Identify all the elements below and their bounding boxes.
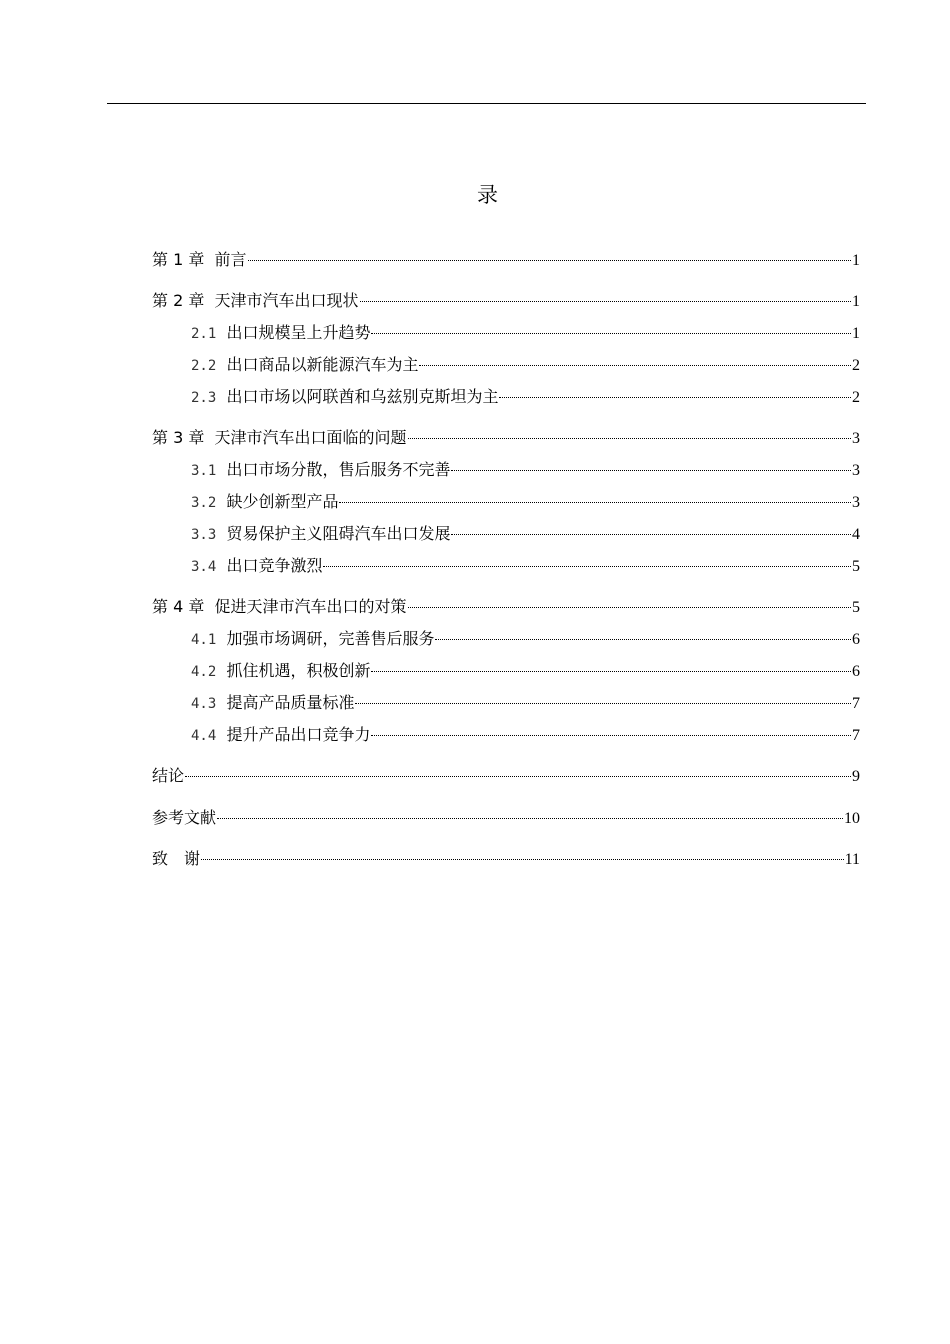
toc-entry-number: 2.1 <box>191 326 217 342</box>
toc-entry-section-3-2[interactable] <box>152 490 860 514</box>
toc-entry-page: 9 <box>852 768 860 785</box>
toc-entry-page: 4 <box>852 526 860 543</box>
dot-leader <box>419 363 851 366</box>
toc-entry-label <box>191 490 338 515</box>
toc-entry-number: 第 1 章 <box>152 250 205 269</box>
toc-entry-chapter-4[interactable] <box>152 595 860 619</box>
toc-entry-section-4-1[interactable] <box>152 627 860 651</box>
dot-leader <box>408 605 851 608</box>
toc-entry-page: 2 <box>852 389 860 406</box>
toc-entry-title: 出口市场以阿联酋和乌兹别克斯坦为主 <box>226 387 499 406</box>
dot-leader <box>451 468 851 471</box>
header-rule <box>107 103 866 104</box>
toc-entry-label <box>191 522 450 547</box>
dot-leader <box>339 500 851 503</box>
toc-entry-section-2-3[interactable] <box>152 385 860 409</box>
toc-entry-title: 致 谢 <box>152 849 201 868</box>
toc-entry-label <box>191 659 370 684</box>
toc-entry-page: 7 <box>852 727 860 744</box>
toc-entry-references[interactable] <box>152 806 860 830</box>
toc-entry-label <box>191 321 370 346</box>
dot-leader <box>499 395 851 398</box>
toc-entry-page: 1 <box>852 252 860 269</box>
toc-entry-page: 7 <box>852 695 860 712</box>
toc-entry-conclusion[interactable] <box>152 764 860 788</box>
toc-entry-number: 4.1 <box>191 632 217 648</box>
toc-entry-page: 11 <box>844 851 860 868</box>
toc-entry-section-4-3[interactable] <box>152 691 860 715</box>
toc-entry-number: 4.3 <box>191 696 217 712</box>
toc-entry-number: 第 4 章 <box>152 597 205 616</box>
dot-leader <box>323 564 851 567</box>
toc-entry-title: 出口商品以新能源汽车为主 <box>226 355 419 374</box>
toc-entry-page: 3 <box>852 494 860 511</box>
toc-entry-title: 缺少创新型产品 <box>226 492 339 511</box>
toc-entry-title: 结论 <box>152 766 185 785</box>
toc-entry-section-3-1[interactable] <box>152 458 860 482</box>
toc-entry-title: 加强市场调研，完善售后服务 <box>226 629 435 648</box>
toc-entry-label <box>152 595 407 619</box>
toc-entry-label <box>152 248 247 272</box>
toc-entry-page: 3 <box>852 430 860 447</box>
toc-entry-number: 第 3 章 <box>152 428 205 447</box>
toc-entry-label <box>191 723 370 748</box>
toc-entry-title: 贸易保护主义阻碍汽车出口发展 <box>226 524 451 543</box>
dot-leader <box>408 436 851 439</box>
toc-entry-label <box>191 385 498 410</box>
toc-entry-section-4-4[interactable] <box>152 723 860 747</box>
toc-entry-page: 3 <box>852 462 860 479</box>
toc-entry-number: 2.3 <box>191 390 217 406</box>
dot-leader <box>451 532 851 535</box>
toc-title: 录 <box>477 183 498 207</box>
dot-leader <box>217 816 843 819</box>
dot-leader <box>371 669 851 672</box>
toc-entry-page: 1 <box>852 293 860 310</box>
toc-entry-page: 6 <box>852 663 860 680</box>
toc-entry-chapter-1[interactable] <box>152 248 860 272</box>
toc-entry-number: 3.1 <box>191 463 217 479</box>
dot-leader <box>360 299 851 302</box>
toc-entry-title: 促进天津市汽车出口的对策 <box>214 597 407 616</box>
toc-entry-label <box>191 458 450 483</box>
toc-entry-label <box>152 289 359 313</box>
toc-entry-page: 2 <box>852 357 860 374</box>
toc-entry-label <box>191 554 322 579</box>
toc-entry-title: 参考文献 <box>152 808 217 827</box>
toc-entry-page: 10 <box>844 810 860 827</box>
dot-leader <box>355 701 851 704</box>
toc-entry-number: 3.4 <box>191 559 217 575</box>
dot-leader <box>185 774 851 777</box>
toc-entry-section-3-3[interactable] <box>152 522 860 546</box>
toc-entry-section-3-4[interactable] <box>152 554 860 578</box>
dot-leader <box>371 331 851 334</box>
toc-entry-page: 1 <box>852 325 860 342</box>
toc-entry-number: 3.2 <box>191 495 217 511</box>
toc-entry-title: 出口市场分散，售后服务不完善 <box>226 460 451 479</box>
dot-leader <box>248 258 851 261</box>
toc-entry-page: 5 <box>852 558 860 575</box>
toc-entry-title: 出口竞争激烈 <box>226 556 323 575</box>
toc-entry-title: 天津市汽车出口面临的问题 <box>214 428 407 447</box>
toc-entry-section-2-1[interactable] <box>152 321 860 345</box>
toc-entry-label <box>191 353 418 378</box>
toc-entry-chapter-2[interactable] <box>152 289 860 313</box>
toc-entry-chapter-3[interactable] <box>152 426 860 450</box>
toc-entry-title: 提高产品质量标准 <box>226 693 355 712</box>
toc-entry-title: 提升产品出口竞争力 <box>226 725 371 744</box>
toc-entry-section-2-2[interactable] <box>152 353 860 377</box>
dot-leader <box>435 637 851 640</box>
toc-entry-title: 天津市汽车出口现状 <box>214 291 359 310</box>
toc-entry-page: 6 <box>852 631 860 648</box>
toc-entry-title: 前言 <box>214 250 247 269</box>
toc-entry-number: 4.4 <box>191 728 217 744</box>
toc-entry-label <box>191 627 434 652</box>
toc-entry-section-4-2[interactable] <box>152 659 860 683</box>
toc-entry-page: 5 <box>852 599 860 616</box>
dot-leader <box>371 733 851 736</box>
toc-entry-title: 出口规模呈上升趋势 <box>226 323 371 342</box>
toc-entry-number: 2.2 <box>191 358 217 374</box>
toc-entry-number: 4.2 <box>191 664 217 680</box>
toc-entry-label <box>191 691 354 716</box>
toc-entry-acknowledgements[interactable] <box>152 847 860 871</box>
toc-entry-title: 抓住机遇，积极创新 <box>226 661 371 680</box>
toc-entry-number: 第 2 章 <box>152 291 205 310</box>
toc-entry-number: 3.3 <box>191 527 217 543</box>
dot-leader <box>201 857 844 860</box>
toc-entry-label <box>152 426 407 450</box>
